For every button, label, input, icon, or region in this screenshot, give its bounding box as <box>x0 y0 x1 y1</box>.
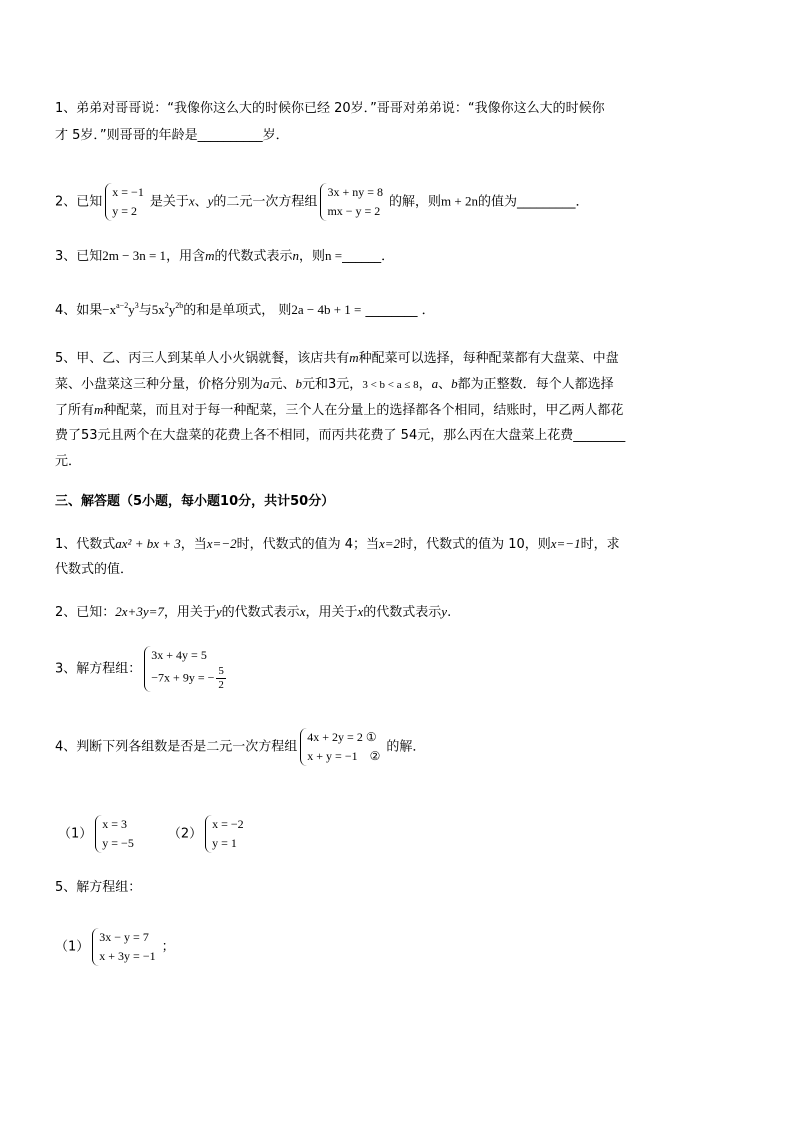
s2-end: . <box>447 605 452 620</box>
s5-line <box>55 878 141 898</box>
s4-opt2-row1: x = −2 <box>212 817 244 831</box>
q5-text: 了所有 <box>55 403 95 418</box>
s4-opt2-system <box>205 815 247 853</box>
s5-opt1-end: ； <box>161 939 175 955</box>
q5-line5 <box>55 452 81 472</box>
s2-var: y <box>441 604 448 619</box>
q5-line2 <box>55 374 614 395</box>
q1-text-line2: 才 5岁．”则哥哥的年龄是 <box>55 128 198 143</box>
q4-term1-yexp: 3 <box>134 301 139 310</box>
q1-answer-blank: __________ <box>197 128 263 143</box>
q4-text: 的和是单项式， 则 <box>183 303 292 318</box>
s4-options <box>58 815 250 853</box>
q2-text: 是关于 <box>149 194 189 210</box>
s4-text: 4、判断下列各组数是否是二元一次方程组 <box>55 739 298 755</box>
q5-text: 菜、小盘菜这三种分量，价格分别为 <box>55 377 264 392</box>
q4-term1-base: −x <box>102 302 117 317</box>
s4-opt2-row2: y = 1 <box>212 836 237 850</box>
q1-text-line1: 1、弟弟对哥哥说：“我像你这么大的时候你已经 20岁．”哥哥对弟弟说：“我像你这么大的时候你 <box>55 101 605 116</box>
q5-line1 <box>55 348 619 369</box>
q3-var-n: n <box>292 248 299 263</box>
s1-text: 时，求 <box>580 537 620 552</box>
section-title-text: 三、解答题（5小题，每小题10分，共计50分） <box>55 494 335 509</box>
q3-line <box>55 246 394 267</box>
s4-equation-system <box>300 728 383 766</box>
q4-prefix: 4、如果 <box>55 303 103 318</box>
q5-var-m: m <box>94 402 104 417</box>
s2-text: ，用关于 <box>305 605 358 620</box>
q4-term2 <box>152 302 184 317</box>
s4-opt2-label: （2） <box>167 826 203 842</box>
s4-row1 <box>307 728 380 747</box>
s2-text: 的代数式表示 <box>221 605 300 620</box>
s2-var: x <box>299 604 306 619</box>
q4-end: ． <box>421 303 435 318</box>
q4-term1-exp: a−2 <box>116 301 129 310</box>
q3-expr: n = <box>325 248 343 263</box>
q5-text: 、 <box>438 377 452 392</box>
s4-row2 <box>307 747 380 766</box>
q5-text: 5、甲、乙、丙三人到某单人小火锅就餐，该店共有 <box>55 351 350 366</box>
s4-text: 的解． <box>386 739 426 755</box>
s2-text: 的代数式表示 <box>363 605 442 620</box>
s1-line1 <box>55 534 620 555</box>
q5-line3 <box>55 400 623 421</box>
s4-opt1-row2: y = −5 <box>102 836 134 850</box>
q5-text: 种配菜可以选择，每种配菜都有大盘菜、中盘 <box>358 351 619 366</box>
q2-end: ． <box>575 194 589 210</box>
q3-text: ，则 <box>298 249 325 264</box>
q1-line2 <box>55 126 289 146</box>
s5-option1 <box>55 928 175 966</box>
q5-var-b: b <box>295 376 303 391</box>
s5-opt1-label: （1） <box>55 939 90 955</box>
q3-equation: 2m − 3n = 1 <box>102 248 167 263</box>
s4-row2-text: x + y = −1 <box>307 749 358 763</box>
s1-text: 时，代数式的值为 4；当 <box>236 537 380 552</box>
s3-row2 <box>151 665 226 692</box>
q5-var-a: a <box>263 376 270 391</box>
q5-text: 元． <box>55 454 82 469</box>
q3-answer-blank: ______ <box>342 249 382 264</box>
s3-text: 3、解方程组： <box>55 661 142 677</box>
q5-text: 元、 <box>269 377 296 392</box>
s3-fraction <box>216 665 226 692</box>
s3-frac-num: 5 <box>218 665 224 677</box>
q5-var-b: b <box>451 376 458 391</box>
s2-line <box>55 602 451 623</box>
q4-term2-y: y <box>168 302 176 317</box>
q5-var-m: m <box>349 350 359 365</box>
q5-answer-blank: ________ <box>573 428 626 443</box>
section-title <box>55 492 334 512</box>
s1-expr: ax² + bx + 3 <box>115 536 181 551</box>
q4-term2-yexp: 2b <box>175 301 184 310</box>
q5-inequality: 3 < b < a ≤ 8 <box>362 379 419 391</box>
s1-cond: x=−2 <box>206 536 237 551</box>
s4-row2-mark: ② <box>369 749 381 763</box>
q5-line4 <box>55 426 625 446</box>
q3-var-m: m <box>205 248 215 263</box>
q2-text: 的二元一次方程组 <box>213 194 318 210</box>
s4-row1-text: 4x + 2y = 2 <box>307 730 363 744</box>
q2-text: 的解，则 <box>388 194 441 210</box>
s4-opt1-label: （1） <box>58 826 93 842</box>
q1-line1 <box>55 99 605 119</box>
q1-text-end: 岁． <box>262 128 289 143</box>
q2-equation-system <box>320 183 386 221</box>
q3-text: 的代数式表示 <box>214 249 293 264</box>
s1-line2 <box>55 560 133 580</box>
s1-cond: x=2 <box>379 536 401 551</box>
q2-line <box>55 183 588 221</box>
q4-answer-blank: ________ <box>365 303 418 318</box>
s3-equation-system <box>144 646 229 692</box>
q4-term2-exp: 2 <box>164 301 169 310</box>
q2-text: 的值为 <box>477 194 517 210</box>
q2-given-row1: x = −1 <box>112 185 144 199</box>
q3-end: ． <box>381 249 395 264</box>
q2-system-row1: 3x + ny = 8 <box>327 185 383 199</box>
s2-var: x <box>357 604 364 619</box>
s1-cond: x=−1 <box>550 536 581 551</box>
s3-line <box>55 646 232 692</box>
s1-text: 1、代数式 <box>55 537 116 552</box>
q4-line <box>55 296 435 321</box>
s2-text: 2、已知： <box>55 605 116 620</box>
s4-line <box>55 728 425 766</box>
q2-given-solution <box>105 183 147 221</box>
q4-term1-y: y <box>128 302 135 317</box>
q2-var-x: x <box>188 193 195 209</box>
s1-text: 时，代数式的值为 10，则 <box>400 537 551 552</box>
q5-var-a: a <box>431 376 439 391</box>
q2-system-row2: mx − y = 2 <box>327 204 381 218</box>
s4-opt1-row1: x = 3 <box>102 817 128 831</box>
s4-opt1-system <box>95 815 137 853</box>
s5-opt1-row1: 3x − y = 7 <box>99 930 149 944</box>
q3-prefix: 3、已知 <box>55 249 103 264</box>
q2-var-y: y <box>207 193 214 209</box>
s5-text: 5、解方程组： <box>55 880 142 895</box>
s2-equation: 2x+3y=7 <box>115 604 164 619</box>
s5-opt1-system <box>92 928 158 966</box>
q2-expr: m + 2n <box>441 193 478 209</box>
q2-sep: 、 <box>194 194 208 210</box>
s2-var: y <box>215 604 222 619</box>
q5-text: 种配菜，而且对于每一种配菜，三个人在分量上的选择都各个相同，结账时，甲乙两人都花 <box>103 403 624 418</box>
q2-given-row2: y = 2 <box>112 204 138 218</box>
s1-text: 代数式的值． <box>55 562 134 577</box>
q4-term1 <box>102 302 138 317</box>
s3-frac-den: 2 <box>218 679 224 691</box>
s5-opt1-row2: x + 3y = −1 <box>99 949 156 963</box>
s2-text: ，用关于 <box>163 605 216 620</box>
s1-text: ，当 <box>180 537 207 552</box>
q4-expr: 2a − 4b + 1 = <box>291 302 362 317</box>
q5-text: 都为正整数．每个人都选择 <box>457 377 614 392</box>
s4-row1-mark: ① <box>365 730 377 744</box>
s3-row1: 3x + 4y = 5 <box>151 648 207 662</box>
q5-text: 元和3元， <box>302 377 363 392</box>
q2-prefix: 2、已知 <box>55 194 103 210</box>
q5-text: 费了53元且两个在大盘菜的花费上各不相同，而丙共花费了 54元，那么丙在大盘菜上花费 <box>55 428 574 443</box>
q3-text: ，用含 <box>166 249 206 264</box>
q2-answer-blank: _________ <box>516 194 576 210</box>
q4-term2-base: 5x <box>151 302 165 317</box>
s3-row2-text: −7x + 9y = − <box>151 670 215 685</box>
q4-text: 与 <box>138 303 152 318</box>
q5-text: ， <box>418 377 432 392</box>
